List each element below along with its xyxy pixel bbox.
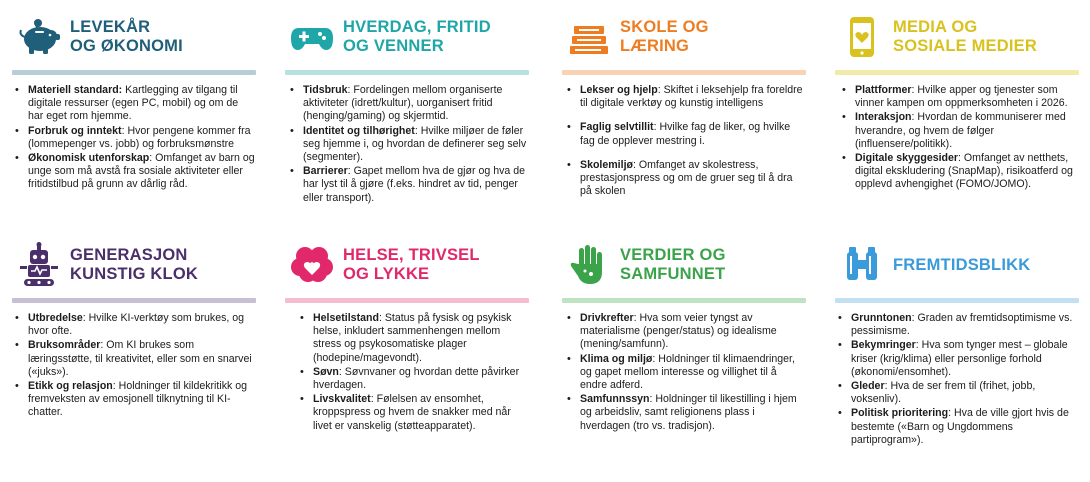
card-header [562,236,806,294]
item-list [562,84,806,198]
list-item: • Forbruk og inntekt: Hvor pengene kommer fra (lommepenger vs. jobb) og forbruksmønstre [28,125,256,151]
list-item: • Søvn: Søvnvaner og hvordan dette påvirker hverdagen. [313,366,529,392]
list-item: • Materiell standard: Kartlegging av tilgang til digitale ressurser (egen PC, mobil) og om de har eget rom hjemme. [28,84,256,124]
books-icon [566,14,612,60]
card-skole [562,8,806,209]
divider [12,298,256,303]
list-item: • Etikk og relasjon: Holdninger til kildekritikk og fremveksten av emosjonell tilknytning til KI-chatter. [28,380,256,420]
item-list [12,312,256,420]
list-item: • Faglig selvtillit: Hvilke fag de liker, og hvilke fag de opplever mestring i. [580,121,806,147]
card-helse [285,236,529,434]
item-list [562,312,806,433]
list-item: • Tidsbruk: Fordelingen mellom organiserte aktiviteter (idrett/kultur), uorganisert fritid (henging/gaming) og skjermtid. [303,84,529,124]
card-levekar [12,8,256,193]
card-title: GENERASJON KUNSTIG KLOK [70,246,198,283]
list-item: • Interaksjon: Hvordan de kommuniserer med hverandre, og hvem de følger (influensere/politikk). [855,111,1079,151]
list-item: • Klima og miljø: Holdninger til klimaendringer, og gapet mellom interesse og villighet til å endre adferd. [580,353,806,393]
list-item: • Barrierer: Gapet mellom hva de gjør og hva de har lyst til å gjøre (f.eks. hindret av tid, penger eller transport). [303,165,529,205]
list-item: • Grunntonen: Graden av fremtidsoptimisme vs. pessimisme. [851,312,1079,338]
list-item: • Helsetilstand: Status på fysisk og psykisk helse, inkludert sammenhengen mellom stress og psykosomatiske plager (hodepine/magevondt). [313,312,529,365]
divider [835,298,1079,303]
item-list [285,312,529,433]
card-header [12,236,256,294]
card-title: FREMTIDSBLIKK [893,255,1031,274]
card-header [285,8,529,66]
card-verdier [562,236,806,434]
list-item: • Bruksområder: Om KI brukes som læringsstøtte, til kreativitet, eller som en snarvei («juks»). [28,339,256,379]
list-item: • Politisk prioritering: Hva de ville gjort hvis de bestemte («Barn og Ungdommens partiprogram»). [851,407,1079,447]
list-item: • Skolemiljø: Omfanget av skolestress, prestasjonspress og om de gruer seg til å dra på skolen [580,159,806,199]
list-item: • Gleder: Hva de ser frem til (frihet, jobb, voksenliv). [851,380,1079,406]
brain-heart-icon [289,242,335,288]
item-list [835,84,1079,192]
card-header [835,236,1079,294]
card-title: HELSE, TRIVSEL OG LYKKE [343,246,480,283]
divider [12,70,256,75]
list-item: • Lekser og hjelp: Skiftet i leksehjelp fra foreldre til digitale verktøy og kunstig intelligens [580,84,806,110]
robot-icon [16,242,62,288]
card-header [12,8,256,66]
card-header [835,8,1079,66]
divider [285,298,529,303]
item-list [12,84,256,192]
list-item: • Livskvalitet: Følelsen av ensomhet, kroppspress og hvem de snakker med når livet er vanskelig (støtteapparatet). [313,393,529,433]
divider [562,298,806,303]
list-item: • Økonomisk utenforskap: Omfanget av barn og unge som må avstå fra sosiale aktiviteter eller fritidstilbud på grunn av dårlig råd. [28,152,256,192]
list-item: • Plattformer: Hvilke apper og tjenester som vinner kampen om oppmerksomheten i 2026. [855,84,1079,110]
card-title: MEDIA OG SOSIALE MEDIER [893,18,1037,55]
item-list [285,84,529,205]
card-generasjon [12,236,256,421]
card-media [835,8,1079,193]
card-title: LEVEKÅR OG ØKONOMI [70,18,183,55]
list-item: • Samfunnssyn: Holdninger til likestilling i hjem og arbeidsliv, samt religionens plass i hverdagen (tro vs. tradisjon). [580,393,806,433]
divider [562,70,806,75]
list-item: • Bekymringer: Hva som tynger mest – globale kriser (krig/klima) eller personlige forhold (økonomi/ensomhet). [851,339,1079,379]
divider [285,70,529,75]
binoculars-icon [839,242,885,288]
list-item: • Digitale skyggesider: Omfanget av netthets, digital ekskludering (SnapMap), risikoatferd og opplevd avhengighet (FOMO/JOMO). [855,152,1079,192]
list-item: • Identitet og tilhørighet: Hvilke miljøer de føler seg hjemme i, og hvordan de definerer seg selv (segmenter). [303,125,529,165]
card-hverdag [285,8,529,206]
piggy-bank-icon [16,14,62,60]
list-item: • Drivkrefter: Hva som veier tyngst av materialisme (penger/status) og idealisme (mening/samfunn). [580,312,806,352]
list-item: • Utbredelse: Hvilke KI-verktøy som brukes, og hvor ofte. [28,312,256,338]
card-header [285,236,529,294]
card-header [562,8,806,66]
card-fremtidsblikk [835,236,1079,448]
phone-heart-icon [839,14,885,60]
item-list [835,312,1079,447]
card-title: VERDIER OG SAMFUNNET [620,246,726,283]
divider [835,70,1079,75]
gamepad-icon [289,14,335,60]
hand-icon [566,242,612,288]
card-title: HVERDAG, FRITID OG VENNER [343,18,491,55]
card-title: SKOLE OG LÆRING [620,18,709,55]
